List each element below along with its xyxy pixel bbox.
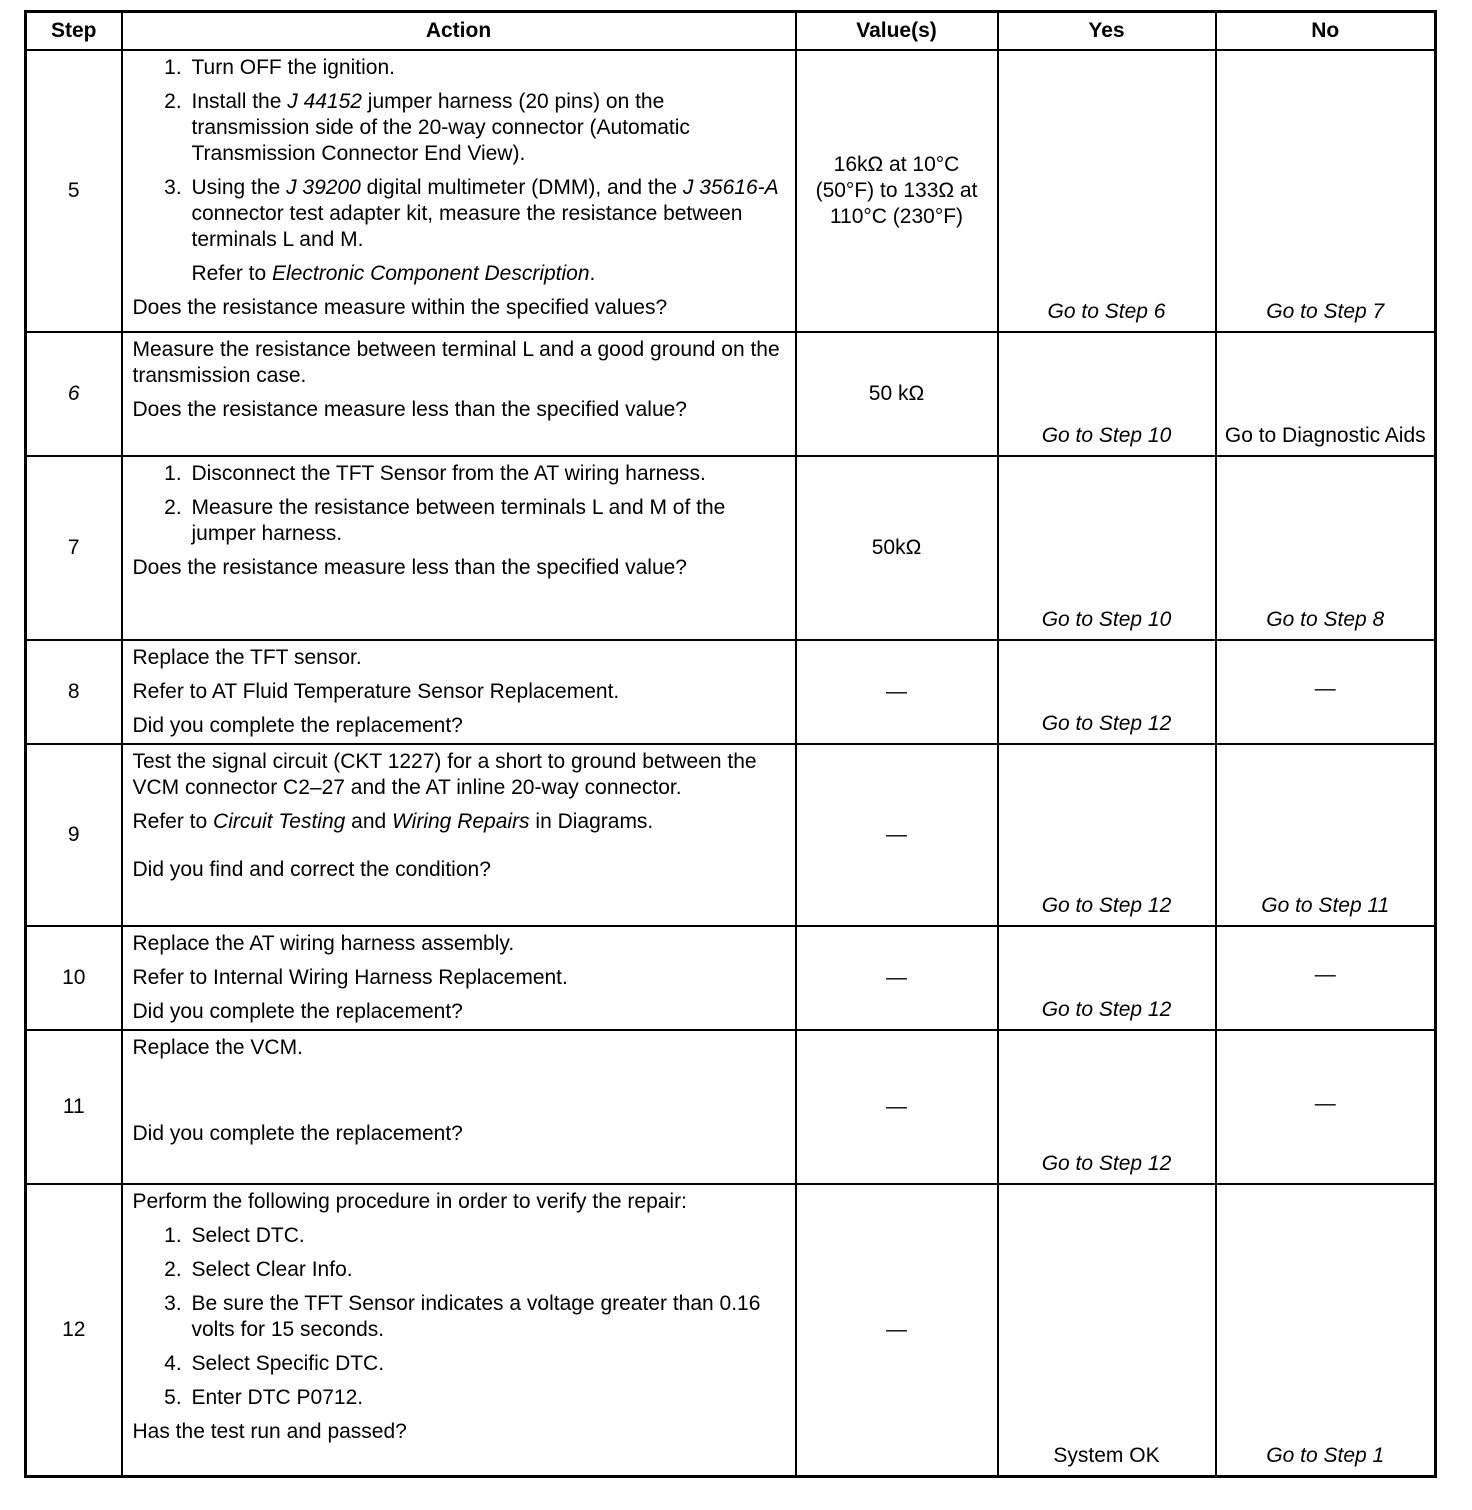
question-text: Did you complete the replacement?: [132, 1122, 463, 1145]
procedure-list: [133, 461, 787, 547]
instruction-text: Test the signal circuit (CKT 1227) for a short to ground between the VCM connector C2–27 and the AT inline 20-way connector.: [132, 750, 757, 799]
instruction-text: Measure the resistance between terminal L and a good ground on the transmission case.: [132, 338, 780, 387]
question-text: Did you find and correct the condition?: [132, 858, 491, 881]
list-item: 3. Be sure the TFT Sensor indicates a voltage greater than 0.16 volts for 15 seconds.: [188, 1291, 787, 1343]
question-text: Has the test run and passed?: [132, 1420, 407, 1443]
yes-result: System OK: [998, 1184, 1216, 1477]
value-cell: —: [796, 1030, 998, 1184]
question-text: Does the resistance measure less than the specified value?: [132, 398, 687, 421]
header-row: [26, 12, 1436, 51]
no-result: Go to Diagnostic Aids: [1216, 332, 1436, 456]
question-text: Does the resistance measure less than the specified value?: [132, 556, 687, 579]
step-number: 6: [26, 332, 122, 456]
no-result: Go to Step 11: [1216, 744, 1436, 926]
reference-note: Refer to Circuit Testing and Wiring Repairs in Diagrams.: [132, 810, 654, 833]
tool-reference: J 39200: [286, 176, 361, 199]
header-action: Action: [122, 12, 796, 51]
list-item: 2. Select Clear Info.: [188, 1257, 787, 1283]
no-result: —: [1216, 1030, 1436, 1184]
value-cell: —: [796, 640, 998, 744]
value-cell: 50 kΩ: [796, 332, 998, 456]
reference-note: Refer to Electronic Component Description.: [191, 262, 596, 285]
no-result: —: [1216, 926, 1436, 1030]
no-result: Go to Step 7: [1216, 50, 1436, 332]
instruction-text: Replace the VCM.: [132, 1036, 303, 1059]
header-yes: Yes: [998, 12, 1216, 51]
action-cell: [122, 50, 796, 332]
instruction-text: Replace the TFT sensor.: [132, 646, 362, 669]
step-number: 5: [26, 50, 122, 332]
list-item: 1. Turn OFF the ignition.: [188, 55, 787, 81]
step-number: 10: [26, 926, 122, 1030]
step-number: 9: [26, 744, 122, 926]
table-row-step-9: [26, 744, 1436, 926]
list-item: 2. Measure the resistance between terminals L and M of the jumper harness.: [188, 495, 787, 547]
table-row-step-7: [26, 456, 1436, 640]
yes-result: Go to Step 6: [998, 50, 1216, 332]
diagnostic-table: [24, 10, 1437, 1478]
table-row-step-12: [26, 1184, 1436, 1477]
instruction-text: Perform the following procedure in order to verify the repair:: [132, 1190, 687, 1213]
reference-note: Refer to Internal Wiring Harness Replacement.: [132, 966, 568, 989]
procedure-list: [133, 1223, 787, 1411]
yes-result: Go to Step 12: [998, 640, 1216, 744]
list-item: 1. Select DTC.: [188, 1223, 787, 1249]
tool-reference: J 35616-A: [682, 176, 779, 199]
table-row-step-10: [26, 926, 1436, 1030]
step-number: 11: [26, 1030, 122, 1184]
step-number: 7: [26, 456, 122, 640]
header-no: No: [1216, 12, 1436, 51]
yes-result: Go to Step 12: [998, 926, 1216, 1030]
procedure-list: [133, 55, 787, 287]
header-step: Step: [26, 12, 122, 51]
no-result: Go to Step 8: [1216, 456, 1436, 640]
question-text: Did you complete the replacement?: [132, 1000, 463, 1023]
action-cell: [122, 926, 796, 1030]
action-cell: [122, 1030, 796, 1184]
yes-result: Go to Step 12: [998, 1030, 1216, 1184]
list-item: 3. Using the J 39200 digital multimeter (DMM), and the J 35616-A connector test adapter kit, measure the resistance between terminals L and M. Refer to Electronic Component Description.: [188, 175, 787, 287]
action-cell: [122, 1184, 796, 1477]
action-cell: [122, 456, 796, 640]
action-cell: [122, 332, 796, 456]
instruction-text: Replace the AT wiring harness assembly.: [132, 932, 515, 955]
action-cell: [122, 640, 796, 744]
yes-result: Go to Step 10: [998, 456, 1216, 640]
reference-note: Refer to AT Fluid Temperature Sensor Replacement.: [132, 680, 620, 703]
table-row-step-8: [26, 640, 1436, 744]
no-result: —: [1216, 640, 1436, 744]
yes-result: Go to Step 10: [998, 332, 1216, 456]
table-row-step-6: [26, 332, 1436, 456]
value-cell: —: [796, 744, 998, 926]
no-result: Go to Step 1: [1216, 1184, 1436, 1477]
value-cell: —: [796, 926, 998, 1030]
tool-reference: J 44152: [287, 90, 362, 113]
value-cell: 16kΩ at 10°C (50°F) to 133Ω at 110°C (230°F): [796, 50, 998, 332]
value-cell: —: [796, 1184, 998, 1477]
list-item: 4. Select Specific DTC.: [188, 1351, 787, 1377]
table-row-step-5: [26, 50, 1436, 332]
step-number: 8: [26, 640, 122, 744]
list-item: 1. Disconnect the TFT Sensor from the AT wiring harness.: [188, 461, 787, 487]
yes-result: Go to Step 12: [998, 744, 1216, 926]
question-text: Does the resistance measure within the specified values?: [132, 296, 668, 319]
list-item: 5. Enter DTC P0712.: [188, 1385, 787, 1411]
value-cell: 50kΩ: [796, 456, 998, 640]
step-number: 12: [26, 1184, 122, 1477]
table-row-step-11: [26, 1030, 1436, 1184]
header-values: Value(s): [796, 12, 998, 51]
list-item: 2. Install the J 44152 jumper harness (20 pins) on the transmission side of the 20-way connector (Automatic Transmission Connector End View).: [188, 89, 787, 167]
question-text: Did you complete the replacement?: [132, 714, 463, 737]
action-cell: [122, 744, 796, 926]
